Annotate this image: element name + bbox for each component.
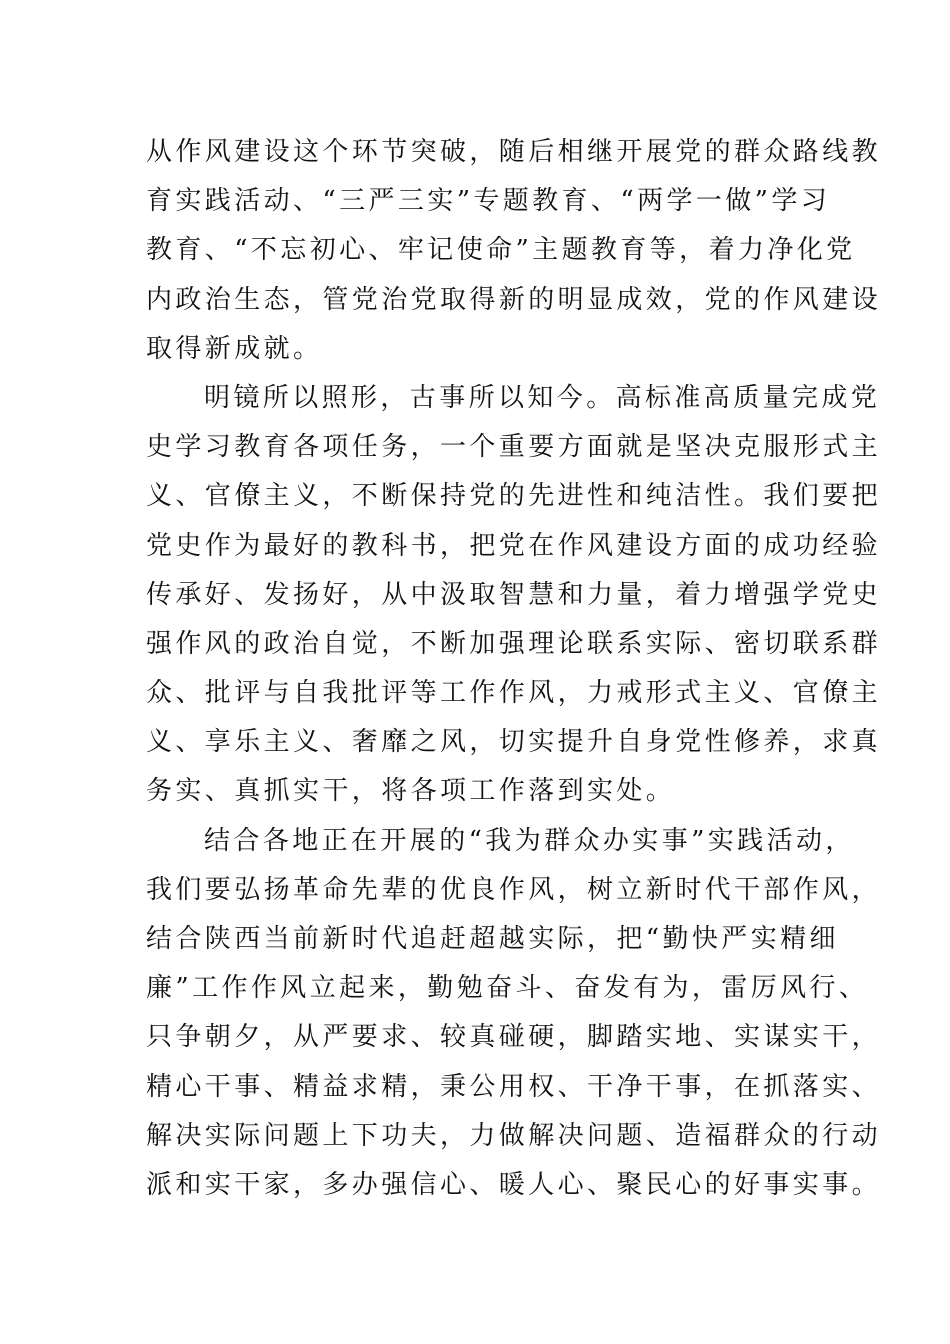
text-line: 结合陕西当前新时代追赶超越实际，把“勤快严实精细 [146, 924, 839, 954]
text-line: 精心干事、精益求精，秉公用权、干净干事，在抓落实、 [146, 1071, 882, 1102]
text-line: 明镜所以照形，古事所以知今。高标准高质量完成党 [204, 382, 881, 413]
text-line: 传承好、发扬好，从中汲取智慧和力量，着力增强学党史 [146, 579, 882, 610]
text-line: 解决实际问题上下功夫，力做解决问题、造福群众的行动 [146, 1120, 882, 1151]
text-line: 众、批评与自我批评等工作作风，力戒形式主义、官僚主 [146, 678, 882, 709]
text-line: 强作风的政治自觉，不断加强理论联系实际、密切联系群 [146, 628, 882, 659]
text-line: 育实践活动、“三严三实”专题教育、“两学一做”学习 [146, 186, 831, 217]
text-line: 义、官僚主义，不断保持党的先进性和纯洁性。我们要把 [146, 481, 882, 512]
text-line: 党史作为最好的教科书，把党在作风建设方面的成功经验 [146, 530, 882, 561]
text-line: 义、享乐主义、奢靡之风，切实提升自身党性修养，求真 [146, 727, 882, 758]
text-line: 从作风建设这个环节突破，随后相继开展党的群众路线教 [146, 137, 882, 167]
text-line: 务实、真抓实干，将各项工作落到实处。 [146, 776, 676, 807]
text-line: 教育、“不忘初心、牢记使命”主题教育等，着力净化党 [146, 235, 856, 266]
text-line: 内政治生态，管党治党取得新的明显成效，党的作风建设 [146, 284, 882, 315]
text-line: 我们要弘扬革命先辈的优良作风，树立新时代干部作风， [146, 874, 882, 905]
text-line: 取得新成就。 [146, 333, 323, 364]
text-line: 结合各地正在开展的“我为群众办实事”实践活动， [204, 825, 855, 856]
text-line: 史学习教育各项任务，一个重要方面就是坚决克服形式主 [146, 432, 882, 463]
body-text [146, 128, 882, 1210]
text-line: 廉”工作作风立起来，勤勉奋斗、奋发有为，雷厉风行、 [146, 973, 869, 1004]
text-line: 只争朝夕，从严要求、较真碰硬，脚踏实地、实谋实干， [146, 1022, 882, 1053]
text-line: 派和实干家，多办强信心、暖人心、聚民心的好事实事。 [146, 1169, 882, 1200]
